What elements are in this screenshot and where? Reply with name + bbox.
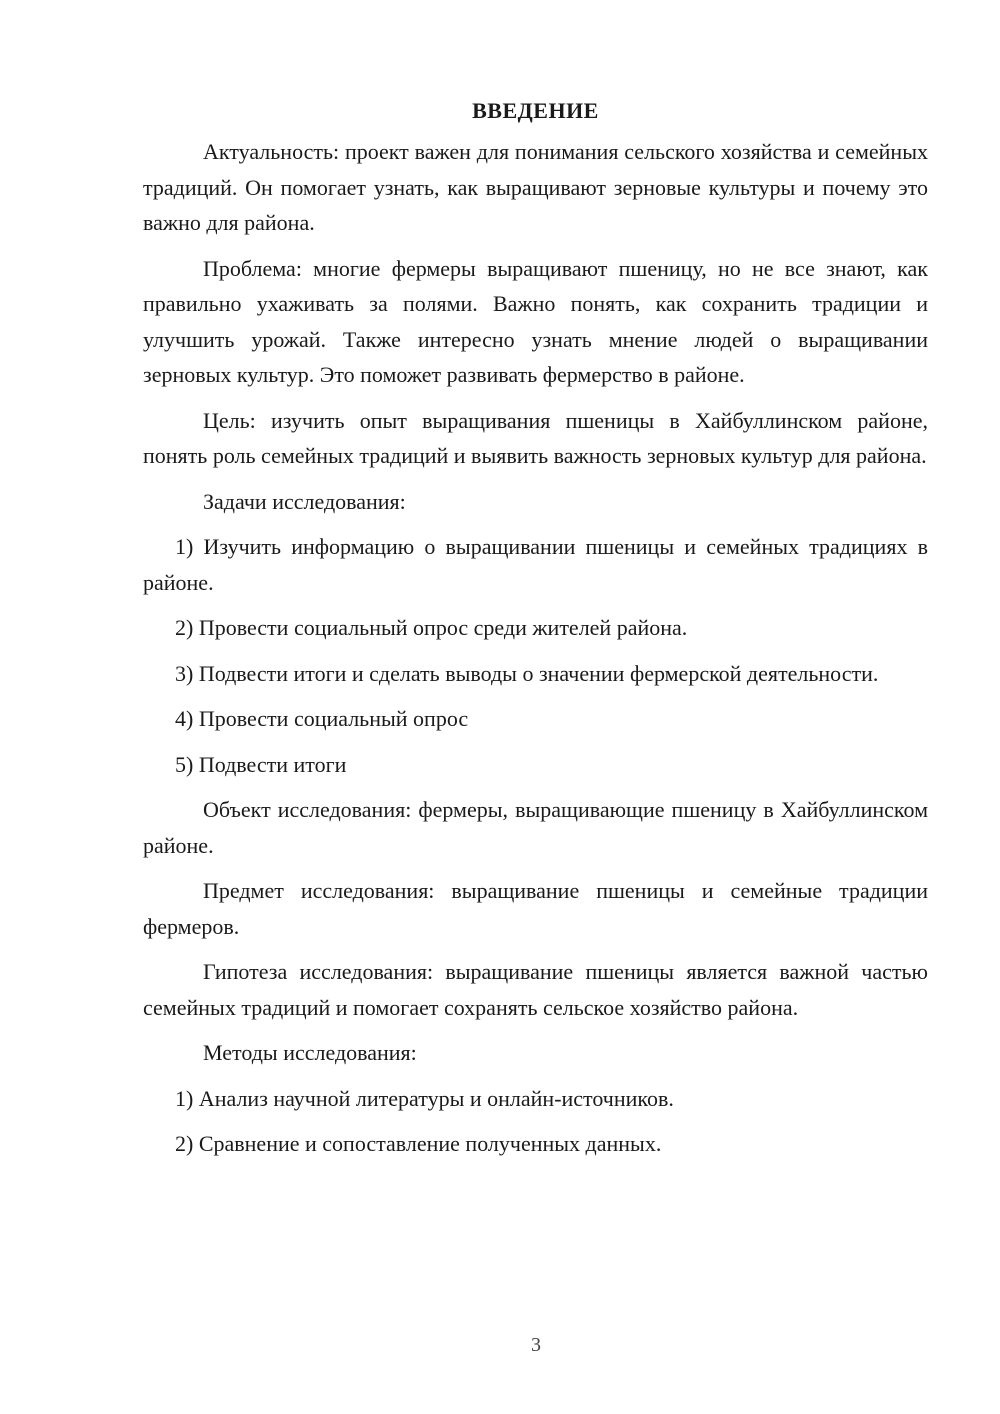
page-content — [143, 94, 928, 1172]
methods-heading: Методы исследования: — [203, 1040, 417, 1065]
task-item-5: 5) Подвести итоги — [175, 751, 347, 777]
task-item-4: 4) Провести социальный опрос — [175, 706, 469, 731]
hypothesis-paragraph: Гипотеза исследования: выращивание пшеницы является важной частью семейных традиций и помогает сохранять сельское хозяйство района. — [143, 959, 928, 1020]
tasks-heading: Задачи исследования: — [203, 488, 406, 514]
method-item-2: 2) Сравнение и сопоставление полученных данных. — [175, 1131, 662, 1156]
method-item-1: 1) Анализ научной литературы и онлайн-источников. — [175, 1085, 674, 1111]
task-item-2: 2) Провести социальный опрос среди жителей района. — [175, 615, 688, 640]
task-item-3: 3) Подвести итоги и сделать выводы о значении фермерской деятельности. — [175, 660, 879, 686]
problem-paragraph: Проблема: многие фермеры выращивают пшеницу, но не все знают, как правильно ухаживать за полями. Важно понять, как сохранить традиции и улучшить урожай. Также интересно узнать мнение людей о выращивании зерновых культур. Это поможет развивать фермерство в районе. — [143, 255, 928, 387]
subject-paragraph: Предмет исследования: выращивание пшеницы и семейные традиции фермеров. — [143, 878, 928, 939]
goal-paragraph: Цель: изучить опыт выращивания пшеницы в Хайбуллинском районе, понять роль семейных традиций и выявить важность зерновых культур для района. — [143, 407, 928, 468]
section-title: ВВЕДЕНИЕ — [472, 98, 599, 123]
relevance-paragraph: Актуальность: проект важен для понимания сельского хозяйства и семейных традиций. Он помогает узнать, как выращивают зерновые культуры и почему это важно для района. — [143, 139, 928, 235]
task-item-1: 1) Изучить информацию о выращивании пшеницы и семейных традициях в районе. — [143, 534, 928, 595]
object-paragraph: Объект исследования: фермеры, выращивающие пшеницу в Хайбуллинском районе. — [143, 797, 928, 858]
page-number: 3 — [531, 1334, 541, 1356]
